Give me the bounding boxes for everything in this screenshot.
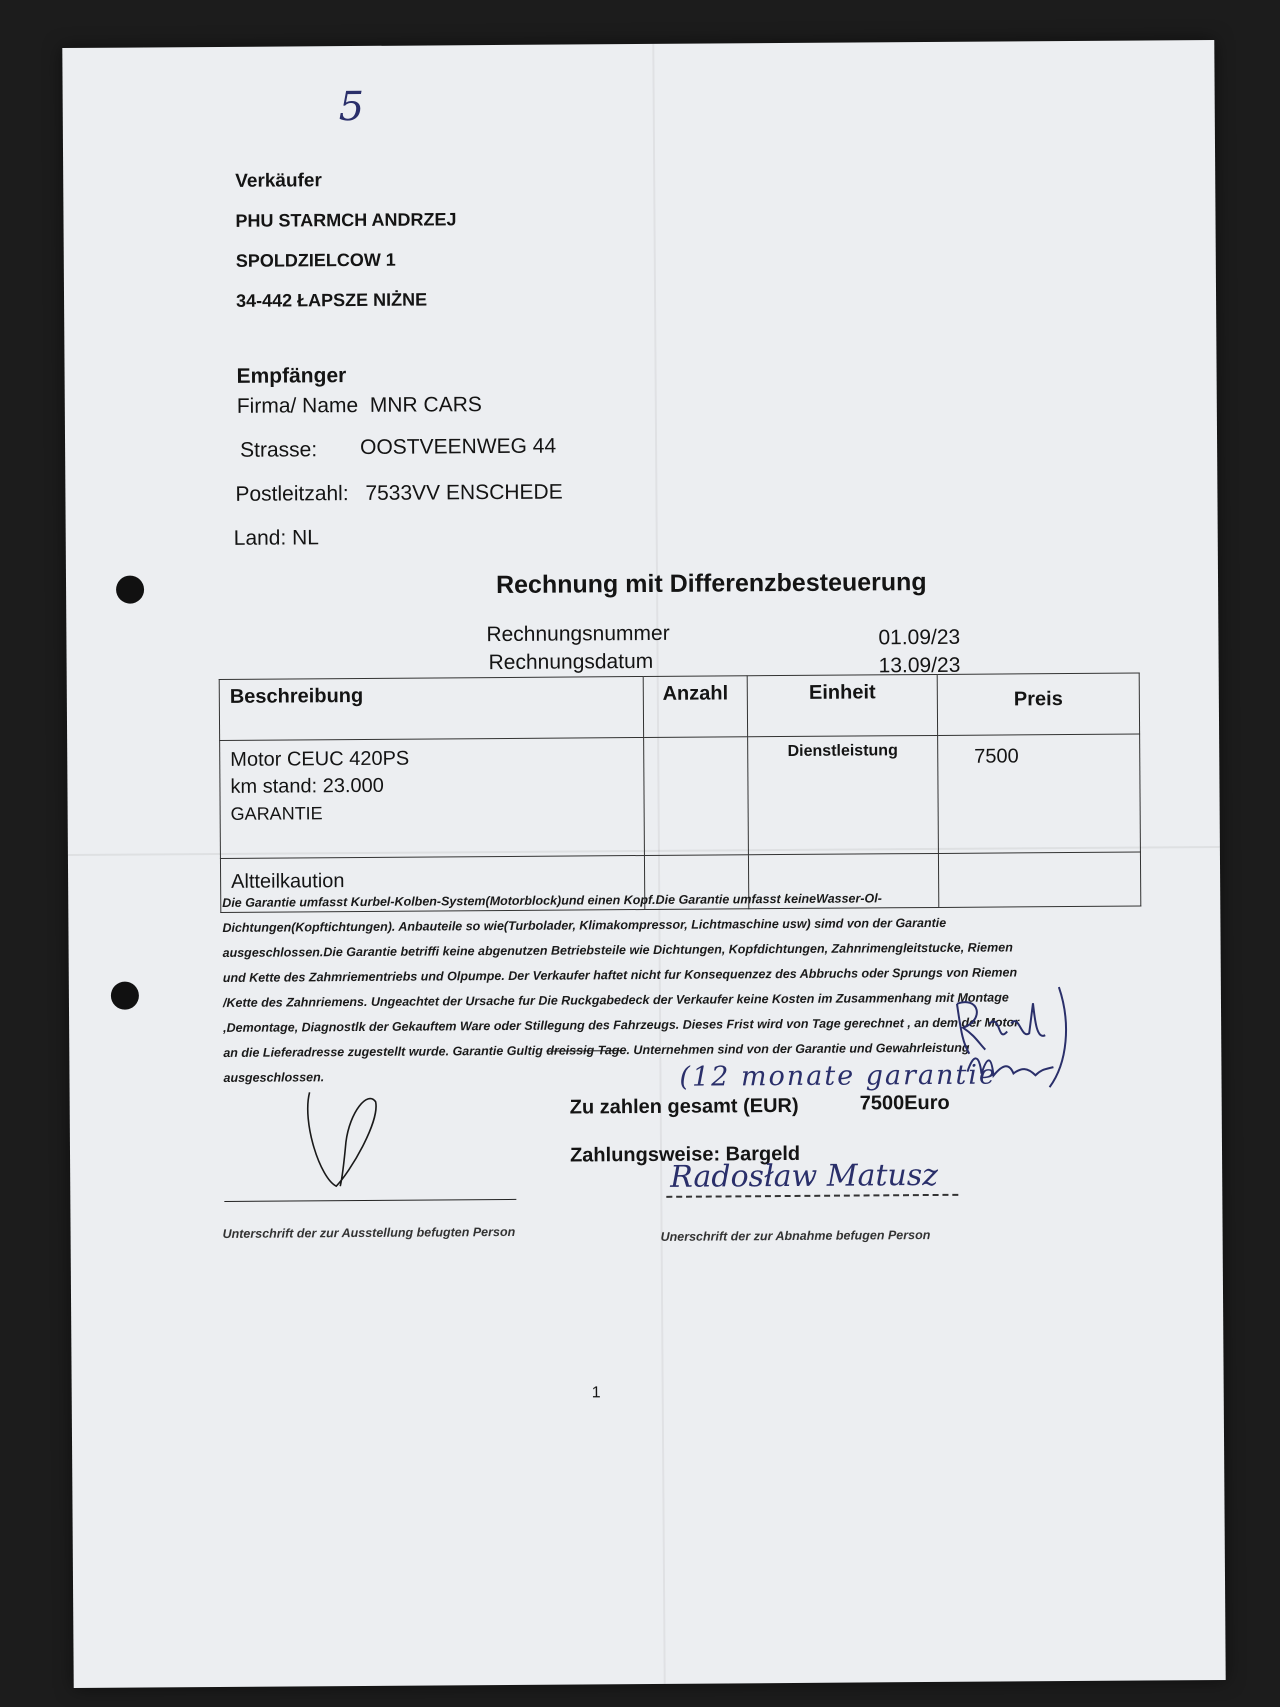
issuer-signature-label: Unterschrift der zur Ausstellung befugten Person — [222, 1224, 516, 1241]
invoice-number: 01.09/23 — [878, 625, 961, 650]
recipient-company-label: Firma/ Name — [236, 393, 359, 418]
recipient-company-row — [237, 393, 482, 419]
invoice-paper — [62, 40, 1225, 1688]
page-mark: 5 — [338, 83, 365, 131]
handwritten-warranty-note: (12 monate garantie — [679, 1059, 998, 1093]
recipient-postal-label: Postleitzahl: — [235, 482, 349, 506]
header-unit: Einheit — [747, 674, 937, 736]
punch-hole-bottom — [111, 982, 139, 1010]
issuer-signature-line — [224, 1199, 516, 1202]
header-quantity: Anzahl — [643, 676, 747, 738]
page-number: 1 — [591, 1384, 601, 1402]
table-row — [220, 734, 1141, 858]
issuer-signature — [300, 1082, 387, 1193]
recipient-company: MNR CARS — [369, 393, 482, 417]
total-value: 7500Euro — [859, 1091, 950, 1115]
invoice-number-label: Rechnungsnummer — [486, 621, 670, 647]
row2-description: Altteilkaution — [220, 855, 644, 912]
invoice-date: 13.09/23 — [878, 653, 961, 678]
row1-line2: km stand: 23.000 — [230, 774, 384, 798]
row1-unit: Dienstleistung — [748, 735, 939, 854]
seller-name: PHU STARMCH ANDRZEJ — [235, 209, 457, 231]
payment-method: Zahlungsweise: Bargeld — [569, 1142, 801, 1167]
seller-city: 34-442 ŁAPSZE NIŻNE — [235, 289, 428, 311]
header-description: Beschreibung — [219, 677, 643, 741]
row1-line1: Motor CEUC 420PS — [230, 747, 410, 771]
header-price: Preis — [937, 673, 1139, 735]
receiver-signature-label: Unerschrift der zur Abnahme befugen Person — [660, 1228, 931, 1244]
row1-line3: GARANTIE — [230, 803, 323, 824]
row1-quantity — [644, 737, 749, 856]
row1-description — [220, 737, 645, 858]
seller-heading: Verkäufer — [235, 170, 322, 192]
recipient-street: OOSTVEENWEG 44 — [360, 434, 557, 459]
row1-price: 7500 — [938, 734, 1141, 853]
receiver-signature: Radosław Matusz — [670, 1157, 939, 1195]
invoice-table — [219, 673, 1142, 913]
handwritten-initials-signature — [949, 983, 1070, 1092]
recipient-postal: 7533VV ENSCHEDE — [365, 480, 563, 505]
total-label: Zu zahlen gesamt (EUR) — [569, 1094, 799, 1119]
recipient-country: Land: NL — [233, 526, 320, 550]
terms-tail: . Unternehmen sind von der Garantie und Gewahrleistung ausgeschlossen. — [223, 1040, 970, 1085]
seller-street: SPOLDZIELCOW 1 — [235, 249, 396, 271]
recipient-heading: Empfänger — [236, 364, 347, 388]
table-header-row — [219, 673, 1139, 740]
invoice-date-label: Rechnungsdatum — [488, 649, 654, 675]
punch-hole-top — [116, 575, 144, 603]
recipient-street-label: Strasse: — [240, 438, 318, 462]
terms-struck: dreissig Tage — [546, 1043, 627, 1058]
terms-text: Die Garantie umfasst Kurbel-Kolben-System(Motorblock)und einen Kopf.Die Garantie umfasst keineWasser-Ol-Dichtungen(Kopftichtungen). Anbauteile so wie(Turbolader, Klimakompressor, Lichtmaschine usw) simd von der Garantie ausgeschlossen.Die Garantie betriffi keine abgenutzen Betriebsteile wie Dichtungen, Kopfdichtungen, Zahnrimengleitstucke, Riemen und Kette des Zahmriementriebs und Olpumpe. Der Verkaufer haftet nicht fur Konsequenzez des Abbruchs oder Sprungs von Riemen /Kette des Zahnriemens. Ungeachtet der Ursache fur Die Ruckgabedeck der Verkaufer keine Kosten im Zusammenhang mit Montage ,Demontage, Diagnostlk der Gekauftem Ware oder Stillegung des Fahrzeugs. Dieses Frist wird von Tage gerechnet , an dem der Motor an die Lieferadresse zugestellt wurde. Garantie Gultig — [222, 891, 1020, 1060]
invoice-title: Rechnung mit Differenzbesteuerung — [495, 568, 927, 600]
